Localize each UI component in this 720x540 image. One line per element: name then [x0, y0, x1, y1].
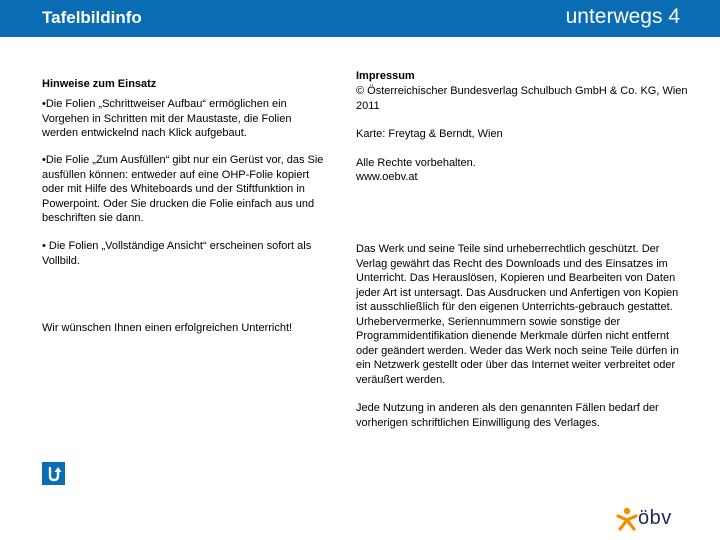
hint-step-by-step: •Die Folien „Schrittweiser Aufbau“ ermöglichen ein Vorgehen in Schritten mit der Maustaste, die Folien werden entwickelnd nach Klick aufgebaut. — [42, 98, 292, 139]
header-bar — [0, 0, 720, 37]
imprint-heading: Impressum — [356, 70, 415, 82]
return-button[interactable] — [42, 462, 65, 485]
return-arrow-icon — [42, 462, 65, 485]
left-heading: Hinweise zum Einsatz — [42, 78, 157, 90]
logo-text: öbv — [638, 507, 672, 529]
hint-fill-in: •Die Folie „Zum Ausfüllen“ gibt nur ein Gerüst vor, das Sie ausfüllen können: entweder auf eine OHP-Folie kopiert oder mit Hilfe des Whiteboards und der Stiftfunktion in Powerpoint. Oder Sie drucken die Folie einfach aus und beschriften sie dann. — [42, 154, 324, 224]
imprint-usage: Jede Nutzung in anderen als den genannten Fällen bedarf der vorherigen schriftlichen Einwilligung des Verlages. — [356, 402, 659, 429]
page-title: Tafelbildinfo — [42, 8, 142, 27]
star-figure-icon — [616, 506, 638, 532]
imprint-copyright: © Österreichischer Bundesverlag Schulbuch GmbH & Co. KG, Wien 2011 — [356, 85, 688, 112]
imprint-website: www.oebv.at — [356, 171, 418, 183]
imprint-legal: Das Werk und seine Teile sind urheberrechtlich geschützt. Der Verlag gewährt das Recht des Downloads und des Einsatzes im Unterricht. Das Herauslösen, Kopieren und Bearbeiten von Daten jeder Art ist untersagt. Das Ausdrucken und Anfertigen von Kopien ist ausschließlich für den eigenen Unterrichts-gebrauch gestattet. Urhebervermerke, Seriennummern sowie sonstige der Programmidentifikation dienende Merkmale dürfen nicht entfernt oder geändert werden. Weder das Werk noch seine Teile dürfen in ein Netzwerk gestellt oder über das Internet weiter verbreitet oder veräußert werden. — [356, 243, 679, 386]
series-title: unterwegs 4 — [565, 5, 680, 28]
imprint-rights: Alle Rechte vorbehalten. — [356, 157, 476, 169]
oebv-logo — [616, 506, 684, 532]
imprint-map-credit: Karte: Freytag & Berndt, Wien — [356, 128, 503, 140]
closing-note: Wir wünschen Ihnen einen erfolgreichen Unterricht! — [42, 322, 293, 334]
hint-full-view: • Die Folien „Vollständige Ansicht“ erscheinen sofort als Vollbild. — [42, 240, 312, 267]
